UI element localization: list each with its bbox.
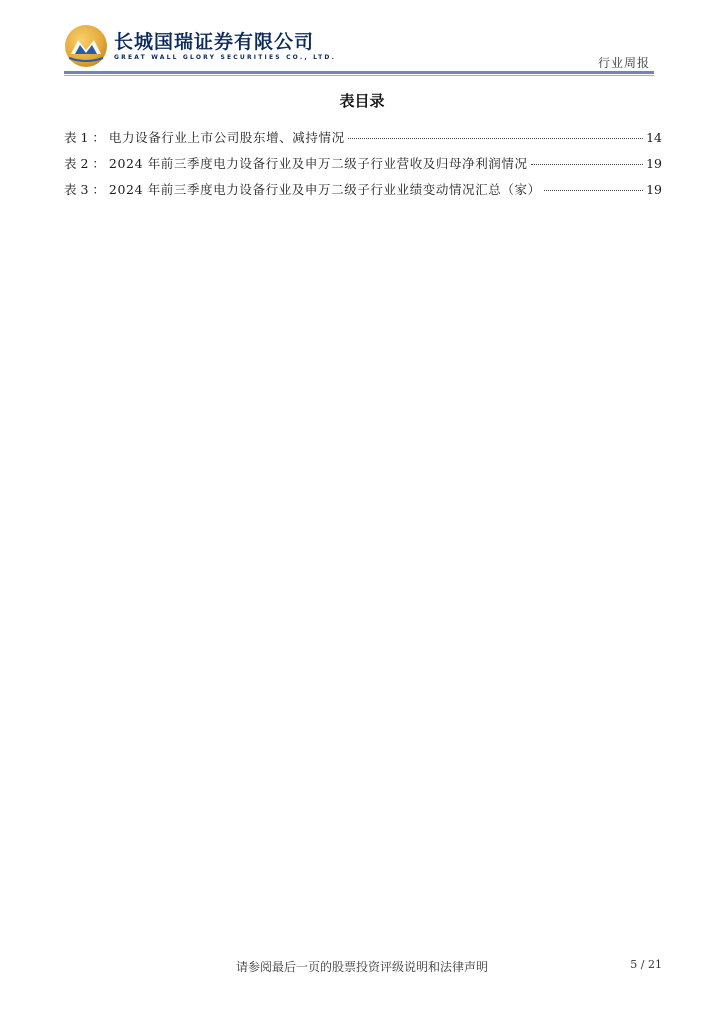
company-name-en: GREAT WALL GLORY SECURITIES CO., LTD.: [114, 54, 337, 61]
company-logo: [64, 24, 336, 68]
toc-entry-text: 电力设备行业上市公司股东增、减持情况: [108, 130, 345, 145]
toc-entry-label: 表 1 ：: [64, 130, 105, 145]
toc-title: 表目录: [339, 92, 385, 110]
toc-entry-label: 表 3 ：: [64, 182, 105, 197]
page-number: 5 / 21: [630, 958, 662, 971]
footer-disclaimer: 请参阅最后一页的股票投资评级说明和法律声明: [235, 960, 488, 974]
table-of-contents: [64, 128, 662, 206]
report-type-label: 行业周报: [597, 56, 650, 70]
company-logo-icon: [64, 24, 108, 68]
toc-dot-leader: [348, 138, 643, 139]
toc-entry-label: 表 2 ：: [64, 156, 105, 171]
toc-entry-table-3[interactable]: [64, 180, 662, 206]
page-header: [0, 0, 724, 80]
toc-entry-page: 14: [646, 130, 662, 145]
company-name-cn: 长城国瑞证券有限公司: [114, 31, 315, 53]
toc-entry-text: 2024 年前三季度电力设备行业及申万二级子行业营收及归母净利润情况: [108, 156, 528, 171]
brand-block: [114, 31, 336, 61]
toc-entry-page: 19: [646, 182, 662, 197]
toc-entry-text: 2024 年前三季度电力设备行业及申万二级子行业业绩变动情况汇总（家）: [108, 182, 541, 197]
toc-dot-leader: [531, 164, 644, 165]
toc-entry-table-2[interactable]: [64, 154, 662, 180]
header-divider-thin: [64, 75, 654, 76]
toc-entry-page: 19: [646, 156, 662, 171]
toc-entry-table-1[interactable]: [64, 128, 662, 154]
toc-dot-leader: [544, 190, 643, 191]
header-divider: [64, 71, 654, 74]
